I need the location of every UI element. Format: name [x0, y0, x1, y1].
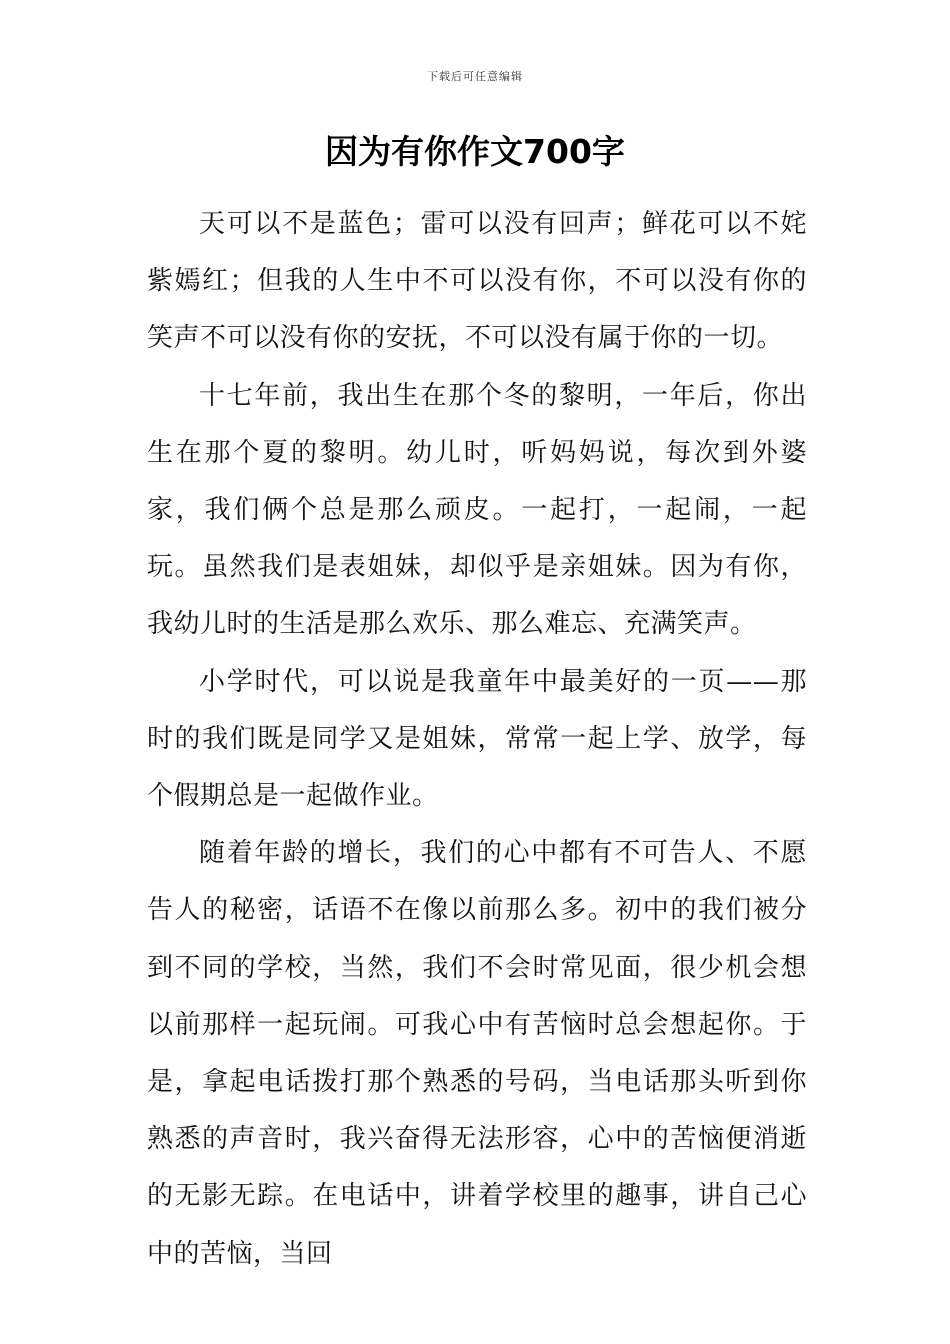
- header-note: 下载后可任意编辑: [427, 70, 523, 83]
- document-title: 因为有你作文700字: [325, 132, 625, 171]
- document-body: [147, 196, 807, 1283]
- paragraph: 随着年龄的增长，我们的心中都有不可告人、不愿告人的秘密，话语不在像以前那么多。初中的我们被分到不同的学校，当然，我们不会时常见面，很少机会想以前那样一起玩闹。可我心中有苦恼时总会想起你。于是，拿起电话拨打那个熟悉的号码，当电话那头听到你熟悉的声音时，我兴奋得无法形容，心中的苦恼便消逝的无影无踪。在电话中，讲着学校里的趣事，讲自己心中的苦恼，当回: [147, 838, 807, 1269]
- paragraph: 小学时代，可以说是我童年中最美好的一页——那时的我们既是同学又是姐妹，常常一起上学、放学，每个假期总是一起做作业。: [147, 666, 807, 812]
- paragraph: 十七年前，我出生在那个冬的黎明，一年后，你出生在那个夏的黎明。幼儿时，听妈妈说，每次到外婆家，我们俩个总是那么顽皮。一起打，一起闹，一起玩。虽然我们是表姐妹，却似乎是亲姐妹。因为有你，我幼儿时的生活是那么欢乐、那么难忘、充满笑声。: [147, 380, 807, 640]
- paragraph: 天可以不是蓝色；雷可以没有回声；鲜花可以不姹紫嫣红；但我的人生中不可以没有你，不可以没有你的笑声不可以没有你的安抚，不可以没有属于你的一切。: [147, 209, 807, 354]
